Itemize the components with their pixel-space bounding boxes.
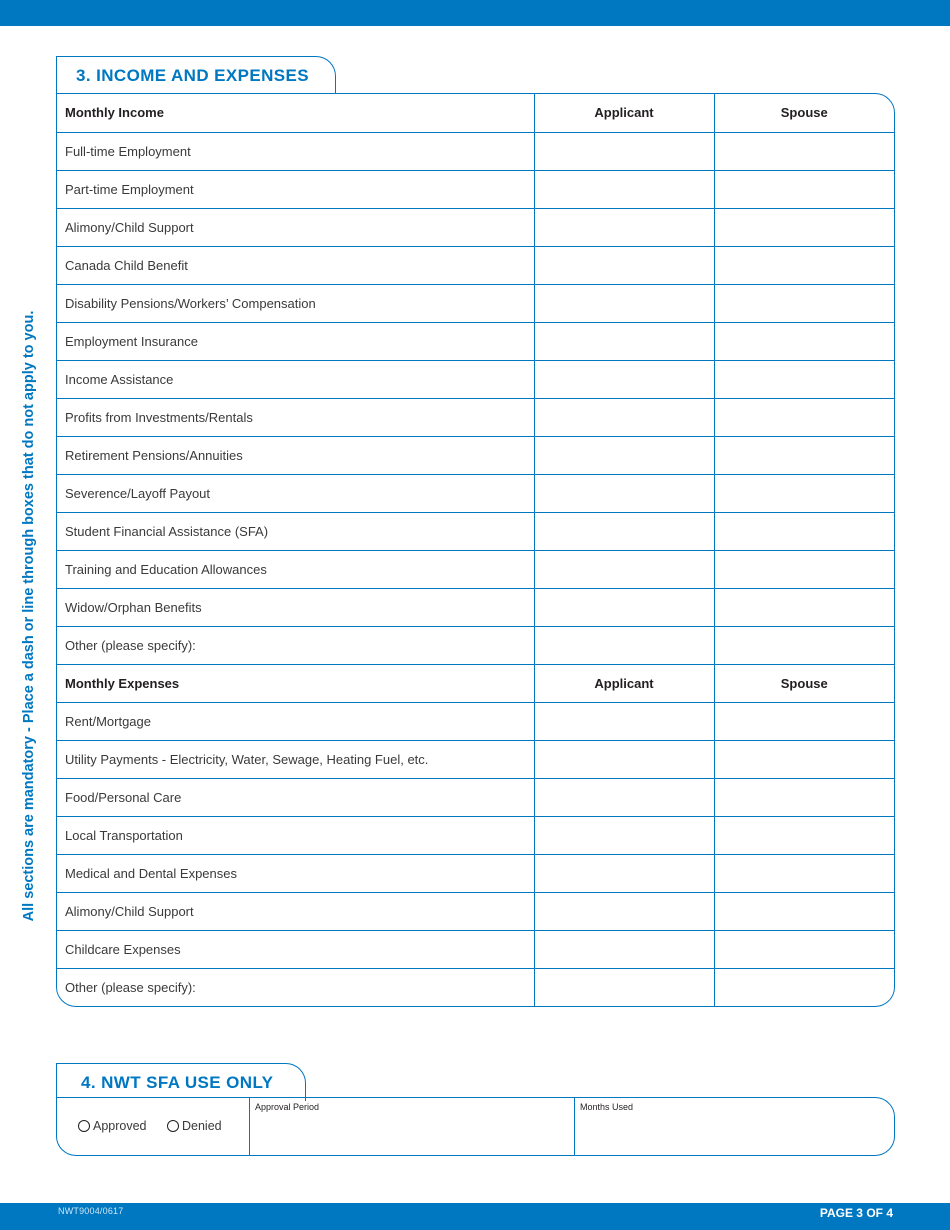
expense-spouse-input[interactable]	[714, 968, 894, 1006]
expense-spouse-input[interactable]	[714, 816, 894, 854]
decision-cell	[57, 1098, 249, 1155]
income-applicant-input[interactable]	[534, 398, 714, 436]
income-spouse-input[interactable]	[714, 170, 894, 208]
top-bar	[0, 0, 950, 26]
income-row	[57, 322, 894, 360]
income-spouse-input[interactable]	[714, 474, 894, 512]
income-row	[57, 398, 894, 436]
income-applicant-input[interactable]	[534, 208, 714, 246]
denied-label: Denied	[182, 1119, 222, 1133]
expense-row-label: Food/Personal Care	[57, 778, 534, 816]
expense-row-label: Utility Payments - Electricity, Water, Sewage, Heating Fuel, etc.	[57, 740, 534, 778]
denied-radio[interactable]	[167, 1119, 222, 1133]
income-header-row	[57, 94, 894, 132]
expense-row-label: Alimony/Child Support	[57, 892, 534, 930]
expense-spouse-input[interactable]	[714, 930, 894, 968]
section-3-title: 3. INCOME AND EXPENSES	[56, 56, 336, 94]
expense-row	[57, 854, 894, 892]
expense-applicant-input[interactable]	[534, 892, 714, 930]
income-row	[57, 170, 894, 208]
expense-applicant-input[interactable]	[534, 702, 714, 740]
income-row-label: Disability Pensions/Workers’ Compensation	[57, 284, 534, 322]
form-code: NWT9004/0617	[58, 1206, 124, 1216]
expense-spouse-input[interactable]	[714, 740, 894, 778]
expense-row	[57, 740, 894, 778]
income-row-label: Widow/Orphan Benefits	[57, 588, 534, 626]
expense-applicant-input[interactable]	[534, 968, 714, 1006]
expense-row	[57, 968, 894, 1006]
expense-header-label: Monthly Expenses	[57, 664, 534, 702]
income-row-label: Employment Insurance	[57, 322, 534, 360]
expense-row	[57, 778, 894, 816]
income-applicant-input[interactable]	[534, 626, 714, 664]
income-spouse-input[interactable]	[714, 512, 894, 550]
income-row-label: Canada Child Benefit	[57, 246, 534, 284]
income-row-label: Profits from Investments/Rentals	[57, 398, 534, 436]
income-spouse-input[interactable]	[714, 436, 894, 474]
income-applicant-input[interactable]	[534, 322, 714, 360]
income-spouse-input[interactable]	[714, 246, 894, 284]
expense-row	[57, 930, 894, 968]
expense-row	[57, 702, 894, 740]
income-applicant-input[interactable]	[534, 436, 714, 474]
income-applicant-input[interactable]	[534, 132, 714, 170]
mandatory-note: All sections are mandatory - Place a dash or line through boxes that do not apply to you.	[21, 310, 37, 922]
income-row	[57, 132, 894, 170]
income-header-label: Monthly Income	[57, 94, 534, 132]
income-header-applicant: Applicant	[534, 94, 714, 132]
expense-header-spouse: Spouse	[714, 664, 894, 702]
income-row-label: Severence/Layoff Payout	[57, 474, 534, 512]
expense-row-label: Medical and Dental Expenses	[57, 854, 534, 892]
sfa-use-only-box	[56, 1097, 895, 1156]
section-4-title: 4. NWT SFA USE ONLY	[56, 1063, 306, 1101]
page-number: PAGE 3 OF 4	[819, 1206, 893, 1220]
income-row	[57, 474, 894, 512]
expense-applicant-input[interactable]	[534, 740, 714, 778]
expense-row-label: Rent/Mortgage	[57, 702, 534, 740]
income-row-label: Income Assistance	[57, 360, 534, 398]
expense-header-row	[57, 664, 894, 702]
bottom-bar	[0, 1203, 950, 1230]
income-applicant-input[interactable]	[534, 474, 714, 512]
income-row-label: Part-time Employment	[57, 170, 534, 208]
months-used-field[interactable]	[574, 1098, 894, 1155]
expense-spouse-input[interactable]	[714, 778, 894, 816]
income-applicant-input[interactable]	[534, 284, 714, 322]
income-spouse-input[interactable]	[714, 626, 894, 664]
income-row	[57, 208, 894, 246]
income-spouse-input[interactable]	[714, 550, 894, 588]
expense-applicant-input[interactable]	[534, 778, 714, 816]
expense-row	[57, 816, 894, 854]
approved-label: Approved	[93, 1119, 147, 1133]
expense-applicant-input[interactable]	[534, 816, 714, 854]
income-row-label: Alimony/Child Support	[57, 208, 534, 246]
months-used-label: Months Used	[580, 1102, 634, 1112]
income-applicant-input[interactable]	[534, 246, 714, 284]
income-spouse-input[interactable]	[714, 284, 894, 322]
income-applicant-input[interactable]	[534, 360, 714, 398]
income-row-label: Full-time Employment	[57, 132, 534, 170]
income-row-label: Training and Education Allowances	[57, 550, 534, 588]
income-row	[57, 512, 894, 550]
income-row	[57, 588, 894, 626]
income-spouse-input[interactable]	[714, 208, 894, 246]
expense-row	[57, 892, 894, 930]
income-row-label: Retirement Pensions/Annuities	[57, 436, 534, 474]
income-row	[57, 550, 894, 588]
expense-row-label: Other (please specify):	[57, 968, 534, 1006]
income-row	[57, 360, 894, 398]
income-applicant-input[interactable]	[534, 588, 714, 626]
income-expenses-table	[57, 94, 894, 1006]
income-expenses-table-frame	[56, 93, 895, 1007]
expense-spouse-input[interactable]	[714, 892, 894, 930]
income-spouse-input[interactable]	[714, 398, 894, 436]
expense-applicant-input[interactable]	[534, 930, 714, 968]
income-spouse-input[interactable]	[714, 360, 894, 398]
income-row-label: Other (please specify):	[57, 626, 534, 664]
expense-applicant-input[interactable]	[534, 854, 714, 892]
expense-header-applicant: Applicant	[534, 664, 714, 702]
expense-row-label: Local Transportation	[57, 816, 534, 854]
income-spouse-input[interactable]	[714, 132, 894, 170]
income-applicant-input[interactable]	[534, 550, 714, 588]
income-spouse-input[interactable]	[714, 588, 894, 626]
income-row-label: Student Financial Assistance (SFA)	[57, 512, 534, 550]
income-row	[57, 436, 894, 474]
income-row	[57, 626, 894, 664]
income-row	[57, 246, 894, 284]
approval-period-field[interactable]	[249, 1098, 574, 1155]
income-header-spouse: Spouse	[714, 94, 894, 132]
income-spouse-input[interactable]	[714, 322, 894, 360]
approved-radio-circle[interactable]	[78, 1120, 90, 1132]
denied-radio-circle[interactable]	[167, 1120, 179, 1132]
expense-spouse-input[interactable]	[714, 702, 894, 740]
approved-radio[interactable]	[78, 1119, 147, 1133]
expense-spouse-input[interactable]	[714, 854, 894, 892]
income-row	[57, 284, 894, 322]
expense-row-label: Childcare Expenses	[57, 930, 534, 968]
income-applicant-input[interactable]	[534, 170, 714, 208]
approval-period-label: Approval Period	[255, 1102, 320, 1112]
income-applicant-input[interactable]	[534, 512, 714, 550]
